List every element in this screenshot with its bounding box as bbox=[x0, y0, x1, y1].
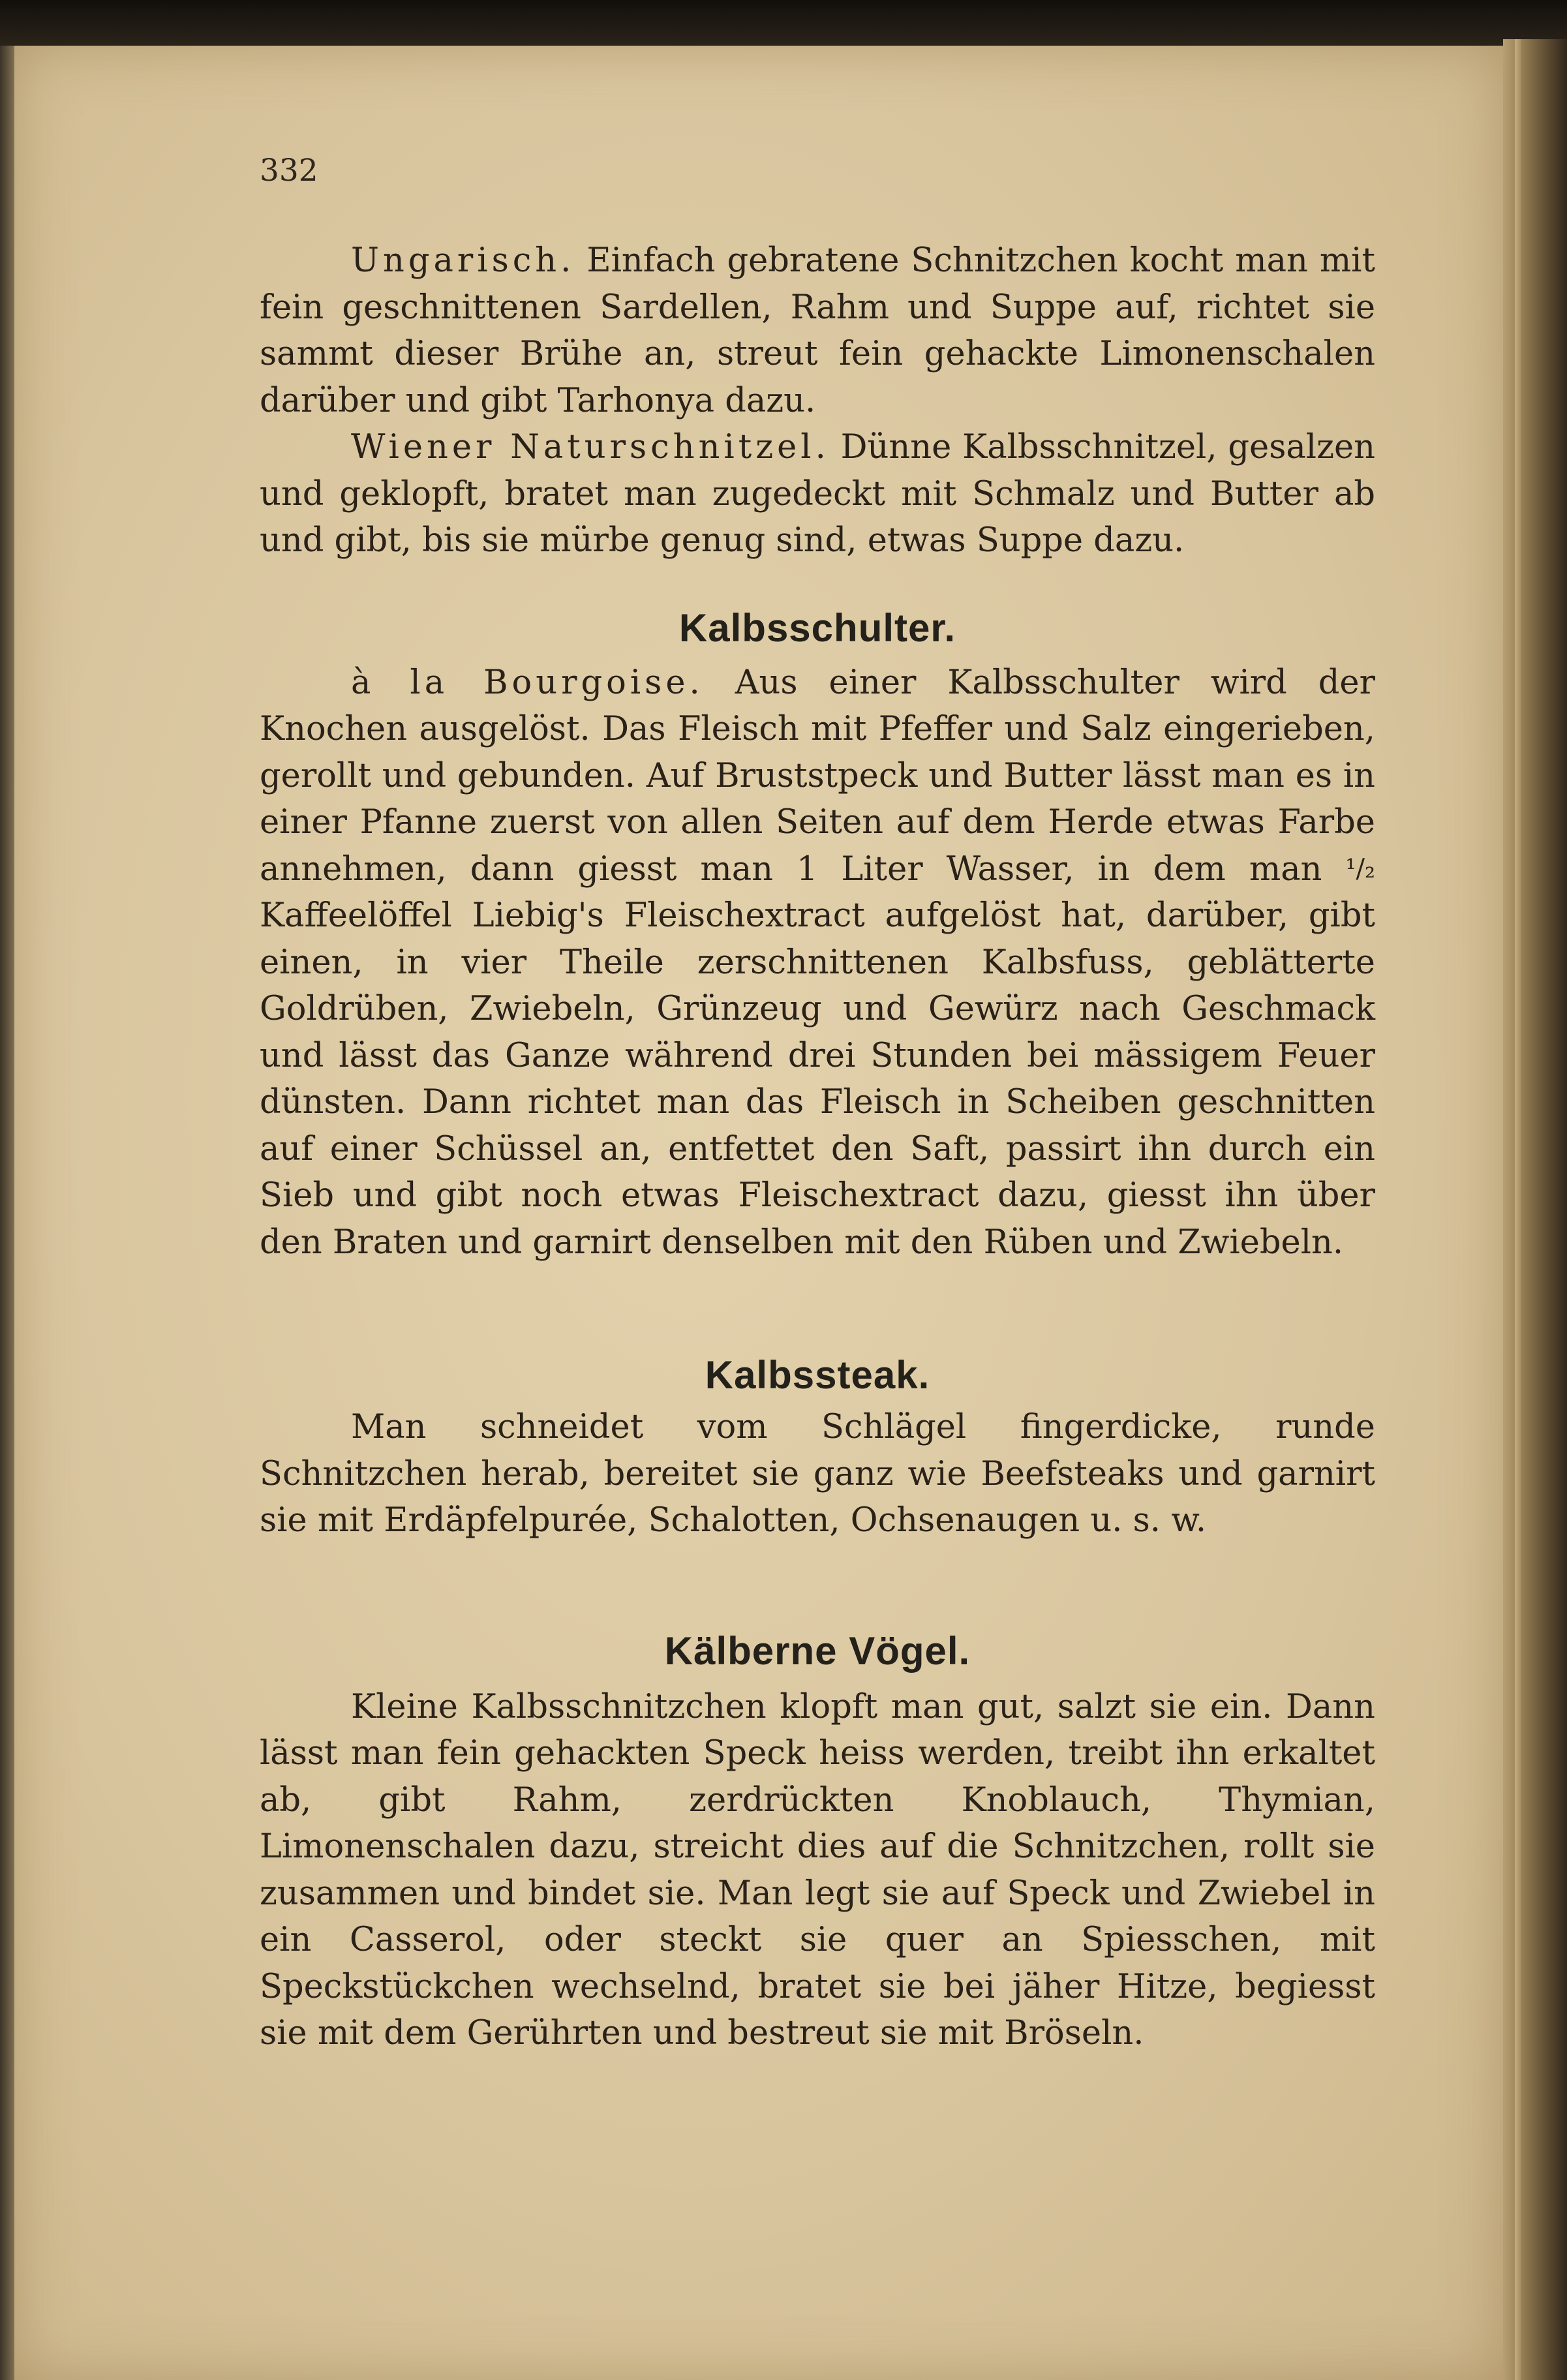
recipe-lead-wiener-naturschnitzel: Wiener Naturschnitzel. bbox=[351, 428, 830, 466]
fraction: ¹/₂ bbox=[1345, 853, 1375, 884]
paragraph-text: Einfach gebratene Schnitzchen kocht man mit fein geschnittenen Sardellen, Rahm und Suppe auf, richtet sie sammt dieser Brühe an, streut fein gehackte Limonenschalen darüber und gibt Tarhonya dazu. bbox=[260, 241, 1375, 420]
paragraph-bourgoise bbox=[260, 660, 1375, 1266]
paragraph-kaelberne-voegel: Kleine Kalbsschnitzchen klopft man gut, salzt sie ein. Dann lässt man fein gehackten Speck heiss werden, treibt ihn erkaltet ab, gibt Rahm, zerdrückten Knoblauch, Thymian, Limonenschalen dazu, streicht dies auf die Schnitzchen, rollt sie zusammen und bindet sie. Man legt sie auf Speck und Zwiebel in ein Casserol, oder steckt sie quer an Spiesschen, mit Speckstückchen wechselnd, bratet sie bei jäher Hitze, begiesst sie mit dem Gerührten und bestreut sie mit Bröseln. bbox=[260, 1687, 1375, 2052]
book-right-edge bbox=[1503, 39, 1567, 2380]
scan-top-border bbox=[0, 0, 1567, 46]
paragraph-kalbssteak: Man schneidet vom Schlägel fingerdicke, runde Schnitzchen herab, bereitet sie ganz wie Beefsteaks und garnirt sie mit Erdäpfelpurée, Schalotten, Ochsenaugen u. s. w. bbox=[260, 1408, 1375, 1540]
section-title-kalbssteak: Kalbssteak. bbox=[705, 1353, 930, 1397]
paragraph-wiener-naturschnitzel bbox=[260, 424, 1375, 564]
page-number: 332 bbox=[260, 153, 318, 189]
recipe-lead-bourgoise: à la Bourgoise. bbox=[351, 663, 704, 702]
section-title-kalbsschulter: Kalbsschulter. bbox=[678, 605, 956, 650]
paragraph-ungarisch bbox=[260, 237, 1375, 424]
page-content bbox=[260, 151, 1375, 2057]
recipe-lead-ungarisch: Ungarisch. bbox=[351, 241, 575, 280]
paragraph-text: Kaffeelöffel Liebig's Fleischextract aufgelöst hat, darüber, gibt einen, in vier Theile zerschnittenen Kalbsfuss, geblätterte Goldrüben, Zwiebeln, Grünzeug und Gewürz nach Geschmack und lässt das Ganze während drei Stunden bei mässigem Feuer dünsten. Dann richtet man das Fleisch in Scheiben geschnitten auf einer Schüssel an, entfettet den Saft, passirt ihn durch ein Sieb und gibt noch etwas Fleischextract dazu, giesst ihn über den Braten und garnirt denselben mit den Rüben und Zwiebeln. bbox=[260, 896, 1375, 1262]
section-title-kaelberne-voegel: Kälberne Vögel. bbox=[664, 1628, 971, 1673]
paragraph-text: Aus einer Kalbsschulter wird der Knochen ausgelöst. Das Fleisch mit Pfeffer und Salz eingerieben, gerollt und gebunden. Auf Bruststpeck und Butter lässt man es in einer Pfanne zuerst von allen Seiten auf dem Herde etwas Farbe annehmen, dann giesst man 1 Liter Wasser, in dem man bbox=[260, 663, 1375, 889]
paragraph-text: Dünne Kalbsschnitzel, gesalzen und geklopft, bratet man zugedeckt mit Schmalz und Butter ab und gibt, bis sie mürbe genug sind, etwas Suppe dazu. bbox=[260, 428, 1375, 560]
